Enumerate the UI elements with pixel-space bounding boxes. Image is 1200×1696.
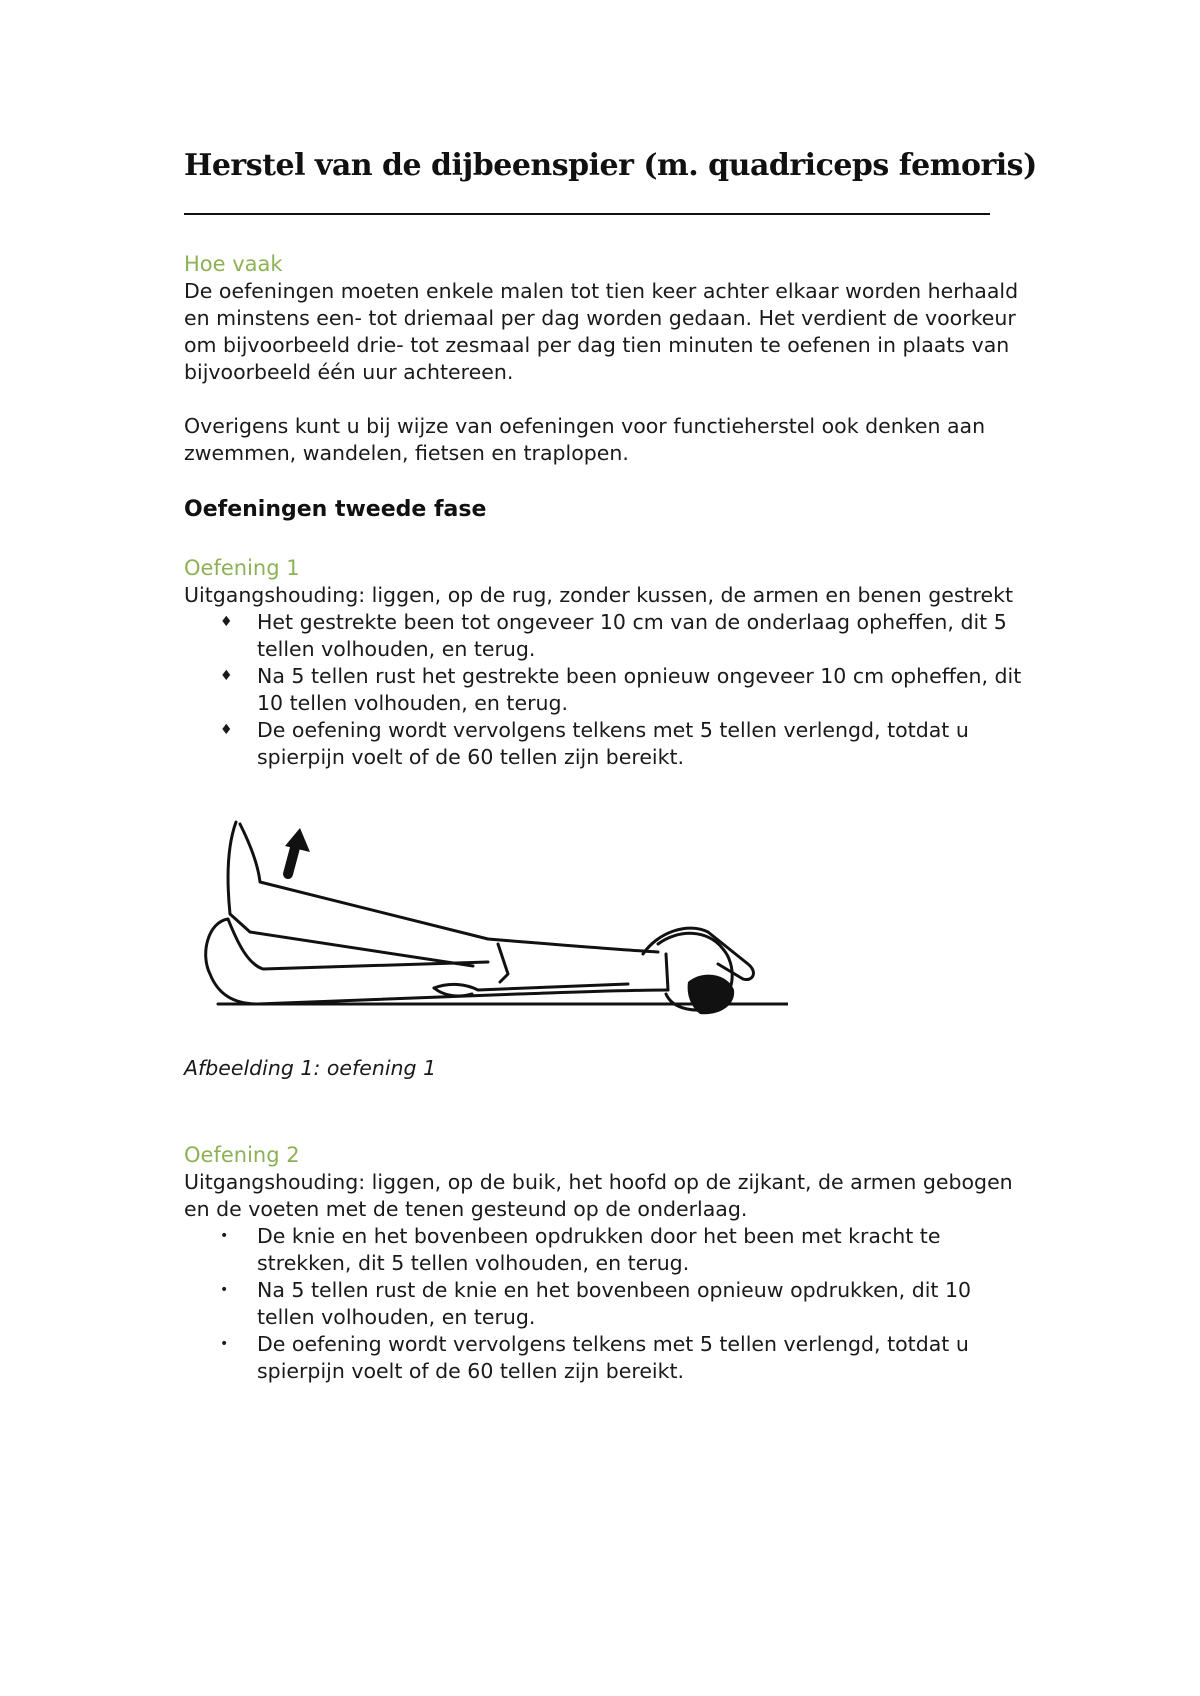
exercise-2-section [184, 1142, 1024, 1385]
step-text: Na 5 tellen rust het gestrekte been opnieuw ongeveer 10 cm opheffen, dit 10 tellen volhouden, en terug. [257, 664, 1022, 715]
exercise-1-section [184, 555, 1024, 771]
exercise-1-illustration [188, 814, 788, 1044]
hair-shape [688, 975, 735, 1015]
phase-heading: Oefeningen tweede fase [184, 497, 487, 522]
frequency-section [184, 251, 1024, 467]
frequency-paragraph-1: De oefeningen moeten enkele malen tot tien keer achter elkaar worden herhaald en minstens een- tot driemaal per dag worden gedaan. Het verdient de voorkeur om bijvoorbeeld drie- tot zesmaal per dag tien minuten te oefenen in plaats van bijvoorbeeld één uur achtereen. [184, 279, 1019, 384]
exercise-1-steps [184, 609, 1024, 771]
list-item [184, 663, 1024, 717]
phase-section [184, 496, 1024, 523]
exercise-2-steps [184, 1223, 1024, 1385]
list-item [184, 717, 1024, 771]
exercise-1-start-position: Uitgangshouding: liggen, op de rug, zonder kussen, de armen en benen gestrekt [184, 583, 1014, 607]
exercise-2-start-position: Uitgangshouding: liggen, op de buik, het hoofd op de zijkant, de armen gebogen en de voeten met de tenen gesteund op de onderlaag. [184, 1170, 1013, 1221]
list-item [184, 1277, 1024, 1331]
bullet-icon: ♦ [220, 668, 233, 684]
figure-caption: Afbeelding 1: oefening 1 [184, 1056, 437, 1080]
bullet-icon: • [220, 1228, 229, 1244]
bullet-icon: ♦ [220, 614, 233, 630]
step-text: De oefening wordt vervolgens telkens met 5 tellen verlengd, totdat u spierpijn voelt of de 60 tellen zijn bereikt. [257, 718, 969, 769]
frequency-heading: Hoe vaak [184, 252, 283, 276]
exercise-2-heading: Oefening 2 [184, 1143, 300, 1167]
step-text: Het gestrekte been tot ongeveer 10 cm van de onderlaag opheffen, dit 5 tellen volhouden, en terug. [257, 610, 1007, 661]
page-title: Herstel van de dijbeenspier (m. quadriceps femoris) [184, 148, 1037, 183]
bullet-icon: • [220, 1336, 229, 1352]
exercise-1-heading: Oefening 1 [184, 556, 300, 580]
up-arrow-icon [285, 828, 310, 874]
figure-caption-block [184, 1055, 1024, 1082]
bullet-icon: • [220, 1282, 229, 1298]
list-item [184, 1223, 1024, 1277]
list-item [184, 609, 1024, 663]
step-text: De oefening wordt vervolgens telkens met 5 tellen verlengd, totdat u spierpijn voelt of de 60 tellen zijn bereikt. [257, 1332, 969, 1383]
list-item [184, 1331, 1024, 1385]
step-text: De knie en het bovenbeen opdrukken door het been met kracht te strekken, dit 5 tellen volhouden, en terug. [257, 1224, 941, 1275]
title-underline [184, 213, 990, 215]
frequency-paragraph-2: Overigens kunt u bij wijze van oefeningen voor functieherstel ook denken aan zwemmen, wandelen, fietsen en traplopen. [184, 414, 986, 465]
bullet-icon: ♦ [220, 722, 233, 738]
step-text: Na 5 tellen rust de knie en het bovenbeen opnieuw opdrukken, dit 10 tellen volhouden, en terug. [257, 1278, 972, 1329]
